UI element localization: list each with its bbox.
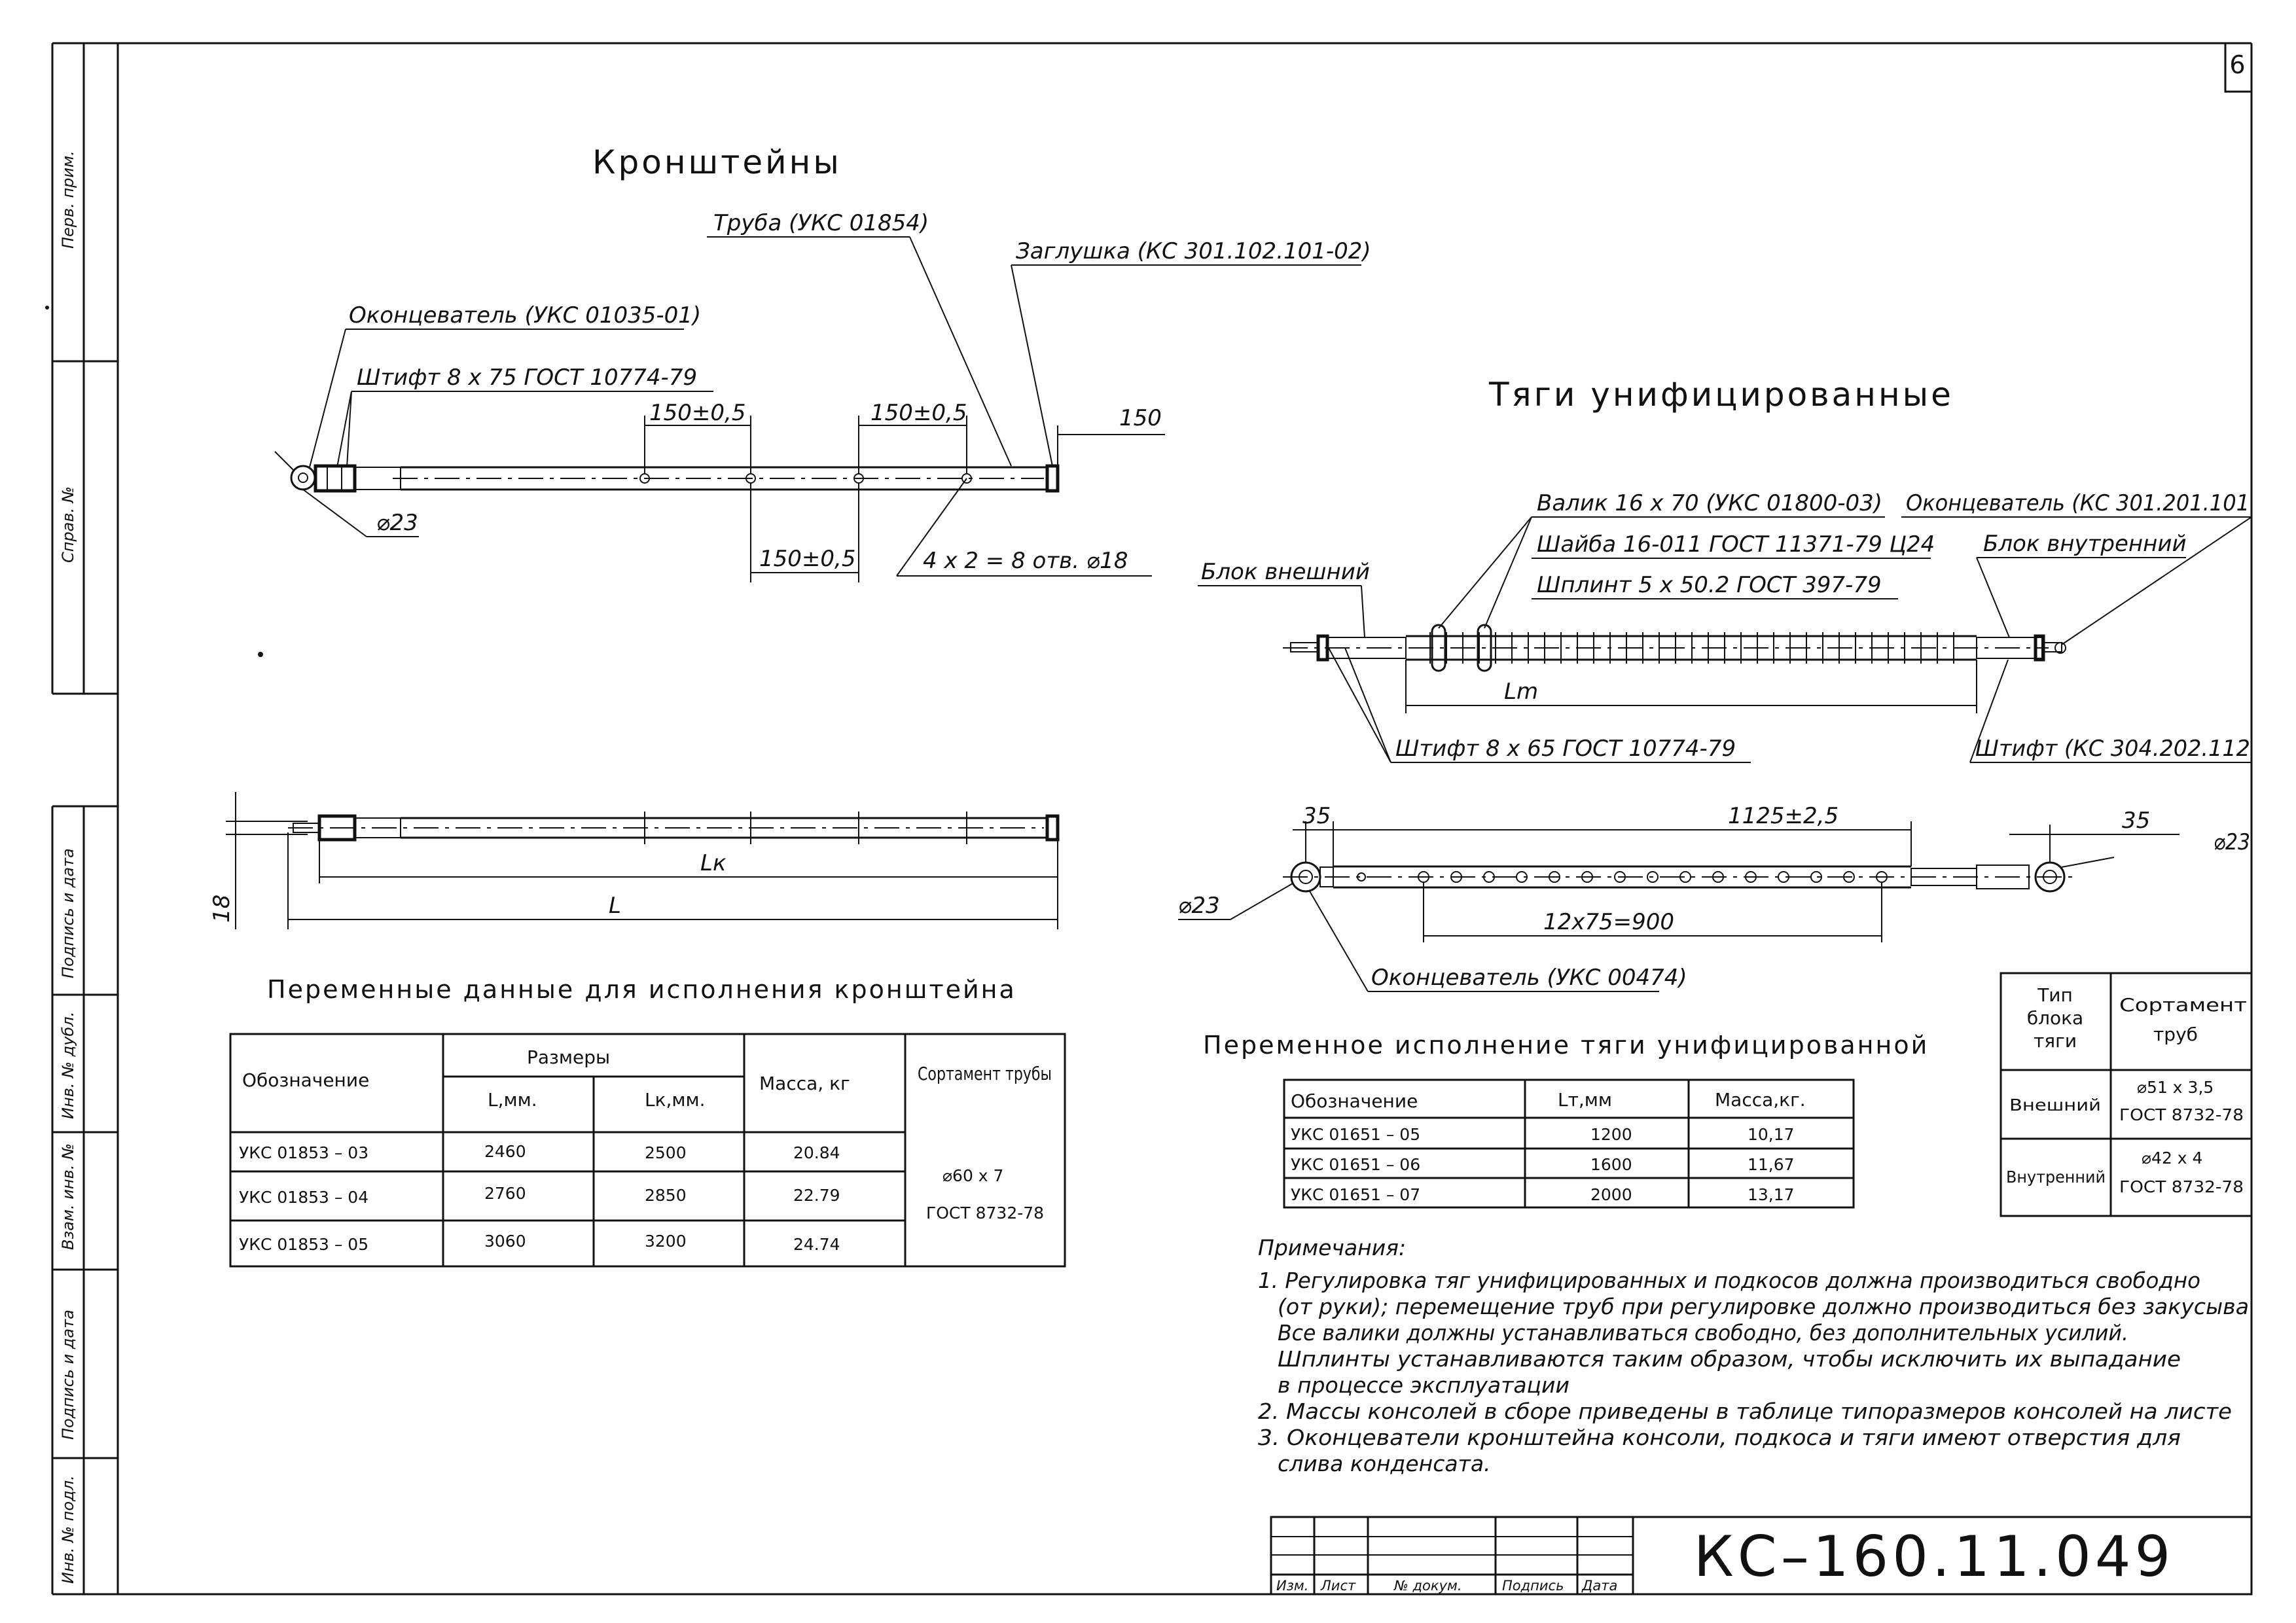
notes-title: Примечания: [1258, 1235, 1407, 1260]
rt-row3-mass: 13,17 [1748, 1185, 1795, 1204]
rt-row1-lt: 1200 [1590, 1125, 1632, 1144]
rod-side-view [1178, 803, 2250, 991]
rt-row1-designation: УКС 01651 – 05 [1291, 1125, 1421, 1144]
note-line-6: 2. Массы консолей в сборе приведены в таблице типоразмеров консолей на листе [1258, 1399, 2232, 1424]
bracket-h-label: 18 [209, 894, 235, 923]
bt-assort-line1: ⌀60 х 7 [942, 1166, 1004, 1185]
drawing-code: КС–160.11.049 [1693, 1524, 2175, 1590]
rod-top-view [1283, 625, 2066, 713]
bt-header-mass: Масса, кг [759, 1073, 850, 1094]
blk-header-assort-2: труб [2153, 1024, 2198, 1045]
brackets-title: Кронштейны [592, 143, 842, 181]
bt-row2-lk: 2850 [645, 1186, 687, 1205]
bt-row3-l: 3060 [484, 1232, 526, 1251]
rod-dia-right: ⌀23 [2214, 829, 2250, 855]
note-line-2: (от руки); перемещение труб при регулировке должно производиться без закусыва [1278, 1294, 2249, 1319]
rods-table [1284, 1080, 1854, 1207]
rt-row2-designation: УКС 01651 – 06 [1291, 1155, 1421, 1174]
bt-header-lk: Lк,мм. [645, 1089, 706, 1111]
bracket-dim-end: 150 [1119, 405, 1162, 431]
bracket-plug-label: Заглушка (КС 301.102.101-02) [1016, 238, 1371, 264]
bracket-holes-label: 4 х 2 = 8 отв. ⌀18 [923, 548, 1128, 574]
bt-row1-designation: УКС 01853 – 03 [239, 1143, 369, 1162]
sheet-number: 6 [2229, 50, 2248, 79]
bracket-l-label: L [609, 893, 621, 919]
bt-row1-l: 2460 [484, 1142, 526, 1161]
bt-header-assort: Сортамент трубы [918, 1063, 1052, 1084]
stamp-col-izm: Изм. [1276, 1578, 1309, 1594]
blk-row1-assort-2: ГОСТ 8732-78 [2119, 1105, 2244, 1124]
block-table [2001, 973, 2251, 1216]
notes [1258, 1235, 2249, 1476]
rod-pin2-label: Штифт (КС 304.202.112 [1975, 736, 2250, 762]
rod-roller-label: Валик 16 х 70 (УКС 01800-03) [1537, 490, 1883, 516]
bt-header-designation: Обозначение [242, 1069, 370, 1091]
rt-row3-lt: 2000 [1590, 1185, 1632, 1204]
bt-row2-mass: 22.79 [793, 1186, 840, 1205]
rod-lm-label: Lm [1504, 679, 1539, 705]
rt-row1-mass: 10,17 [1748, 1125, 1795, 1144]
side-label-podpis-1: Подпись и дата [59, 848, 77, 978]
blk-header-type-1: Тип [2037, 984, 2073, 1006]
bt-assort-line2: ГОСТ 8732-78 [926, 1204, 1045, 1222]
side-label-vzam-inv: Взам. инв. № [59, 1143, 77, 1250]
stamp-col-data: Дата [1582, 1578, 1618, 1594]
rt-row2-mass: 11,67 [1748, 1155, 1795, 1174]
bracket-dia-label: ⌀23 [376, 510, 418, 536]
side-label-inv-podl: Инв. № подл. [59, 1475, 77, 1584]
note-line-8: слива конденсата. [1278, 1451, 1491, 1476]
stamp-col-podpis: Подпись [1502, 1578, 1564, 1594]
rod-dim-left: 35 [1302, 803, 1331, 829]
blk-row2-assort-1: ⌀42 х 4 [2142, 1149, 2203, 1168]
blk-row1-type: Внешний [2009, 1096, 2101, 1115]
side-label-inv-dubl: Инв. № дубл. [59, 1011, 77, 1119]
brackets-table [230, 1034, 1065, 1266]
blk-row2-assort-2: ГОСТ 8732-78 [2119, 1177, 2244, 1196]
bracket-pin-label: Штифт 8 х 75 ГОСТ 10774-79 [357, 365, 698, 391]
rt-header-mass: Масса,кг. [1715, 1089, 1806, 1111]
bt-row1-lk: 2500 [645, 1143, 687, 1162]
bt-row1-mass: 20.84 [793, 1143, 840, 1162]
note-line-3: Все валики должны устанавливаться свободно, без дополнительных усилий. [1278, 1320, 2128, 1346]
blk-header-type-3: тяги [2033, 1030, 2077, 1052]
bt-header-sizes: Размеры [527, 1046, 611, 1068]
title-block [1271, 1517, 2251, 1594]
rods-table-caption: Переменное исполнение тяги унифицированной [1203, 1031, 1929, 1060]
bt-row3-mass: 24.74 [793, 1235, 840, 1254]
bt-header-l: L,мм. [488, 1089, 537, 1111]
rt-header-designation: Обозначение [1291, 1090, 1418, 1112]
rod-dim-holes: 12х75=900 [1543, 909, 1675, 935]
bt-row2-l: 2760 [484, 1184, 526, 1203]
side-panel [52, 43, 118, 1594]
side-label-podpis-2: Подпись и дата [59, 1310, 77, 1440]
bracket-lk-label: Lк [700, 850, 726, 876]
bracket-callouts [310, 210, 1371, 467]
rt-row3-designation: УКС 01651 – 07 [1291, 1185, 1421, 1204]
blk-row2-type: Внутренний [2006, 1168, 2106, 1186]
bt-row3-lk: 3200 [645, 1232, 687, 1251]
rod-cotter-label: Шплинт 5 х 50.2 ГОСТ 397-79 [1537, 572, 1882, 598]
side-label-perv-prim: Перв. прим. [59, 151, 77, 249]
bracket-end-fitting-label: Оконцеватель (УКС 01035-01) [349, 302, 702, 329]
bracket-dim-spacing-a: 150±0,5 [649, 400, 746, 426]
note-line-7: 3. Оконцеватели кронштейна консоли, подкоса и тяги имеют отверстия для [1258, 1425, 2181, 1450]
rod-dia-left: ⌀23 [1178, 893, 1220, 919]
note-line-1: 1. Регулировка тяг унифицированных и подкосов должна производиться свободно [1258, 1268, 2200, 1293]
bracket-top-view [275, 400, 1165, 582]
stamp-col-dokum: № докум. [1394, 1578, 1462, 1594]
bt-row2-designation: УКС 01853 – 04 [239, 1188, 369, 1207]
note-line-5: в процессе эксплуатации [1278, 1372, 1570, 1398]
rod-pin-label: Штифт 8 х 65 ГОСТ 10774-79 [1395, 736, 1736, 762]
rod-callouts [1198, 490, 2251, 762]
rods-title: Тяги унифицированные [1489, 376, 1954, 414]
rod-outer-block-label: Блок внешний [1201, 559, 1370, 585]
rod-end-fitting-label: Оконцеватель (КС 301.201.101 [1906, 490, 2250, 516]
blk-header-assort-1: Сортамент [2119, 994, 2247, 1016]
side-label-sprav: Справ. № [59, 486, 77, 563]
rod-dim-span: 1125±2,5 [1728, 803, 1839, 829]
rod-washer-label: Шайба 16-011 ГОСТ 11371-79 Ц24 [1537, 531, 1935, 558]
blk-header-type-2: блока [2026, 1007, 2084, 1029]
bt-row3-designation: УКС 01853 – 05 [239, 1235, 369, 1254]
brackets-table-caption: Переменные данные для исполнения кронштейна [267, 975, 1016, 1004]
bracket-dim-spacing-c: 150±0,5 [759, 546, 856, 572]
speck [258, 652, 263, 657]
speck [45, 306, 49, 310]
rt-header-lt: Lт,мм [1558, 1089, 1613, 1111]
blk-row1-assort-1: ⌀51 х 3,5 [2137, 1078, 2214, 1097]
note-line-4: Шплинты устанавливаются таким образом, чтобы исключить их выпадание [1278, 1346, 2181, 1372]
stamp-col-list: Лист [1321, 1578, 1356, 1594]
rod-dim-right: 35 [2122, 808, 2151, 834]
bracket-side-view [209, 792, 1058, 929]
rod-end-fitting2-label: Оконцеватель (УКС 00474) [1371, 965, 1687, 991]
bracket-dim-spacing-b: 150±0,5 [870, 400, 967, 426]
rt-row2-lt: 1600 [1590, 1155, 1632, 1174]
bracket-tube-label: Труба (УКС 01854) [713, 210, 929, 236]
rod-inner-block-label: Блок внутренний [1983, 531, 2187, 557]
